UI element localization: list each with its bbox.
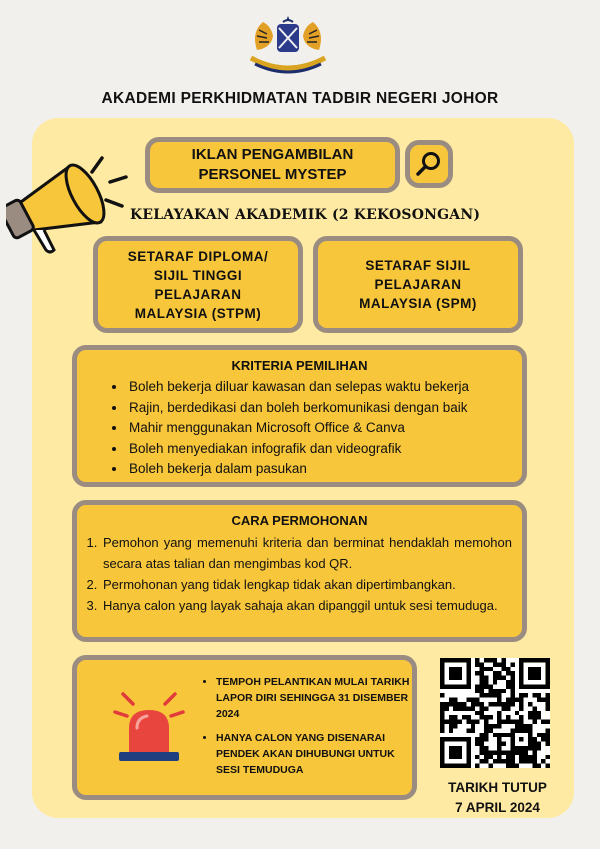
- list-item: 3. Hanya calon yang layak sahaja akan dipanggil untuk sesi temuduga.: [101, 595, 512, 616]
- search-icon: [415, 150, 443, 178]
- qualifications-heading: KELAYAKAN AKADEMIK (2 KEKOSONGAN): [130, 207, 481, 223]
- list-item: • Rajin, berdedikasi dan boleh berkomunikasi dengan baik: [127, 398, 508, 419]
- list-item: • Mahir menggunakan Microsoft Office & Canva: [127, 418, 508, 439]
- closing-date-value: 7 APRIL 2024: [455, 800, 540, 815]
- criteria-list: [91, 377, 508, 480]
- list-item: • TEMPOH PELANTIKAN MULAI TARIKH LAPOR DIRI SEHINGGA 31 DISEMBER 2024: [216, 674, 411, 722]
- title-box: [145, 137, 400, 193]
- siren-icon: [109, 688, 189, 768]
- selection-criteria-box: [72, 345, 527, 487]
- list-item: • Boleh bekerja dalam pasukan: [127, 459, 508, 480]
- closing-date-label: TARIKH TUTUP: [448, 780, 547, 795]
- qr-code-icon[interactable]: [440, 658, 550, 768]
- closing-date: [425, 778, 570, 818]
- list-item: 1. Pemohon yang memenuhi kriteria dan berminat hendaklah memohon secara atas talian dan mengimbas kod QR.: [101, 532, 512, 574]
- title-line-2: PERSONEL MYSTEP: [198, 166, 347, 183]
- notice-list: [202, 674, 411, 786]
- qualification-spm: [313, 236, 523, 333]
- qualification-label: SETARAF SIJIL PELAJARAN MALAYSIA (SPM): [359, 258, 477, 311]
- johor-crest-icon: [243, 14, 333, 84]
- application-heading: CARA PERMOHONAN: [231, 513, 368, 528]
- criteria-heading: KRITERIA PEMILIHAN: [231, 358, 368, 373]
- application-steps: [87, 532, 512, 616]
- organization-name: AKADEMI PERKHIDMATAN TADBIR NEGERI JOHOR: [101, 90, 499, 107]
- search-box: [405, 140, 453, 188]
- list-item: • Boleh bekerja diluar kawasan dan selepas waktu bekerja: [127, 377, 508, 398]
- list-item: 2. Permohonan yang tidak lengkap tidak akan dipertimbangkan.: [101, 574, 512, 595]
- qualification-diploma-stpm: [93, 236, 303, 333]
- application-method-box: [72, 500, 527, 642]
- list-item: • Boleh menyediakan infografik dan videografik: [127, 439, 508, 460]
- qualification-label: SETARAF DIPLOMA/ SIJIL TINGGI PELAJARAN MALAYSIA (STPM): [127, 248, 269, 321]
- notice-box: [72, 655, 417, 800]
- title-line-1: IKLAN PENGAMBILAN: [191, 146, 354, 163]
- list-item: • HANYA CALON YANG DISENARAI PENDEK AKAN DIHUBUNGI UNTUK SESI TEMUDUGA: [216, 730, 411, 778]
